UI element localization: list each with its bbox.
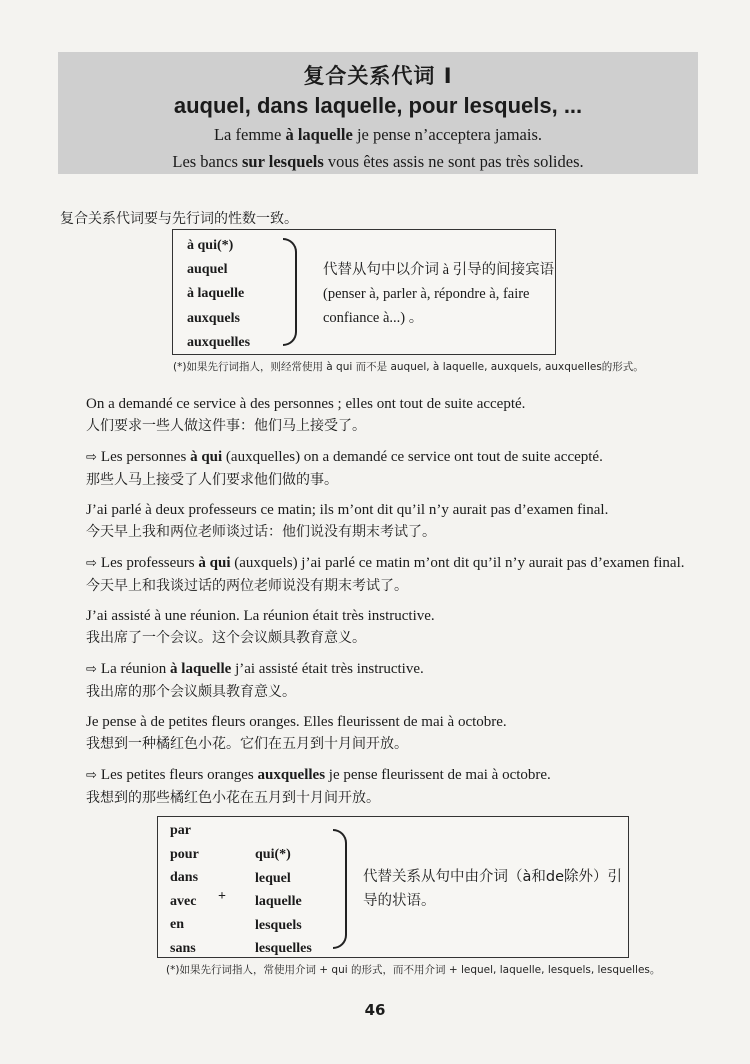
example-pair [86,446,726,491]
example-fr: ⇨ Les professeurs à qui (auxquels) j’ai parlé ce matin m’ont dit qu’il n’y aurait pas d’examen final. [86,552,726,575]
pronoun-item: lequel [255,870,291,886]
arrow-right-icon: ⇨ [86,662,97,677]
example-pair [86,552,726,597]
pronoun-item: auquel [187,262,228,278]
pronoun-item: auxquelles [187,334,251,350]
example-fr: ⇨ Les personnes à qui (auxquelles) on a demandé ce service ont tout de suite accepté. [86,446,726,469]
footnote-2: (*)如果先行词指人，常使用介词 + qui 的形式，而不用介词 + lequel, laquelle, lesquels, lesquelles。 [166,964,661,976]
preposition-item: dans [170,870,199,885]
arrow-right-icon: ⇨ [86,556,97,571]
header-example-2: Les bancs sur lesquels vous êtes assis ne sont pas très solides. [172,152,584,171]
example-zh: 今天早上我和两位老师谈过话：他们说没有期末考试了。 [86,524,436,540]
example-pair [86,393,726,437]
arrow-right-icon: ⇨ [86,768,97,783]
arrow-right-icon: ⇨ [86,450,97,465]
example-pair [86,658,726,703]
pronoun-item: à qui(*) [187,238,234,253]
pronoun-list [255,843,312,961]
example-pair [86,605,726,649]
page-number: 46 [364,1001,386,1019]
pronoun-item: qui(*) [255,847,291,862]
example-fr: ⇨ Les petites fleurs oranges auxquelles je pense fleurissent de mai à octobre. [86,764,726,787]
preposition-item: par [170,823,191,838]
example-zh: 那些人马上接受了人们要求他们做的事。 [86,472,338,488]
preposition-item: pour [170,846,199,862]
example-zh: 今天早上和我谈过话的两位老师说没有期末考试了。 [86,578,408,594]
lesson-header [58,52,698,174]
intro-text: 复合关系代词要与先行词的性数一致。 [60,211,298,227]
example-zh: 我想到的那些橘红色小花在五月到十月间开放。 [86,790,380,806]
example-fr: On a demandé ce service à des personnes ; elles ont tout de suite accepté. [86,396,526,412]
pronoun-list [187,234,250,355]
table-2-description: 代替关系从句中由介词（à和de除外）引导的状语。 [363,869,623,909]
pronoun-item: laquelle [255,894,302,909]
example-zh: 我出席了一个会议。这个会议颇具教育意义。 [86,630,366,646]
example-fr: J’ai parlé à deux professeurs ce matin; ils m’ont dit qu’il n’y aurait pas d’examen final. [86,502,609,518]
pronoun-item: lesquelles [255,941,312,956]
lesson-title-fr: auquel, dans laquelle, pour lesquels, ... [173,93,583,118]
example-pair [86,764,726,809]
pronoun-table-1 [172,229,556,355]
pronoun-item: lesquels [255,917,302,933]
example-fr: J’ai assisté à une réunion. La réunion était très instructive. [86,608,435,624]
lesson-title-cn: 复合关系代词 I [303,64,453,88]
example-fr: ⇨ La réunion à laquelle j’ai assisté était très instructive. [86,658,726,681]
pronoun-item: auxquels [187,310,240,326]
preposition-item: avec [170,893,197,909]
preposition-item: en [170,917,184,932]
example-zh: 我出席的那个会议颇具教育意义。 [86,684,296,700]
pronoun-item: à laquelle [187,286,245,302]
preposition-list [170,819,199,960]
example-fr: Je pense à de petites fleurs oranges. Elles fleurissent de mai à octobre. [86,714,507,730]
brace-icon [333,829,347,949]
pronoun-table-2 [157,816,629,958]
plus-sign: + [218,889,226,904]
footnote-1: (*)如果先行词指人，则经常使用 à qui 而不是 auquel, à laquelle, auxquels, auxquelles的形式。 [173,361,644,373]
preposition-item: sans [170,940,196,956]
example-pair [86,499,726,543]
example-zh: 我想到一种橘红色小花。它们在五月到十月间开放。 [86,736,408,752]
brace-icon [283,238,297,346]
header-example-1: La femme à laquelle je pense n’acceptera jamais. [213,125,543,144]
table-1-description: 代替从句中以介词 à 引导的间接宾语 (penser à, parler à, répondre à, faire confiance à...) 。 [323,262,555,326]
example-zh: 人们要求一些人做这件事：他们马上接受了。 [86,418,366,434]
example-pair [86,711,726,755]
